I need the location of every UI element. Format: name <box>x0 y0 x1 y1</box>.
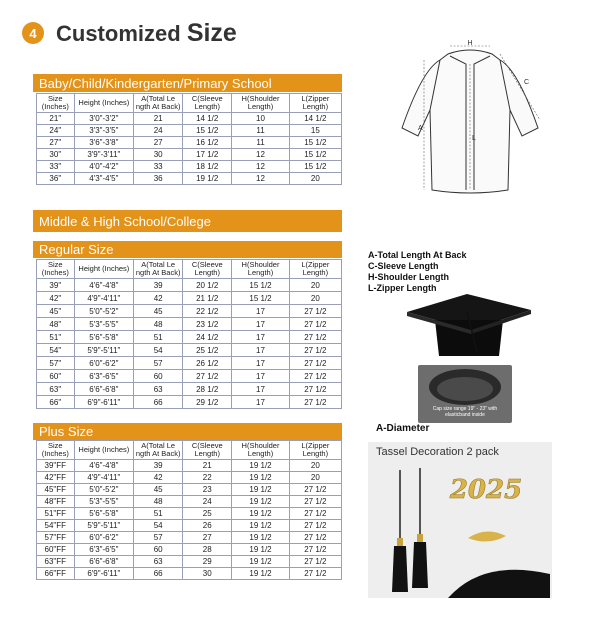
table-cell: 17 <box>232 383 289 396</box>
table-cell: 51 <box>134 508 183 520</box>
table-cell: 19 1/2 <box>232 568 289 580</box>
table-cell: 63"FF <box>37 556 75 568</box>
table-cell: 14 1/2 <box>289 113 341 125</box>
table-cell: 51 <box>134 331 183 344</box>
gown-label-c: C <box>524 79 530 86</box>
table-row <box>37 568 342 580</box>
table-cell: 15 <box>289 125 341 137</box>
table-cell: 12 <box>232 149 289 161</box>
legend-item: L-Zipper Length <box>368 283 437 293</box>
table-cell: 27 1/2 <box>289 357 341 370</box>
table-cell: 29 <box>183 556 232 568</box>
section-plus-bar: Plus Size <box>33 423 342 440</box>
table-row <box>37 344 342 357</box>
table-header-row <box>37 260 342 279</box>
table-cell: 21 1/2 <box>183 292 232 305</box>
column-header: H(Shoulder Length) <box>232 441 289 460</box>
table-cell: 27 1/2 <box>289 568 341 580</box>
table-cell: 28 <box>183 544 232 556</box>
column-header: L(Zipper Length) <box>289 260 341 279</box>
table-cell: 66 <box>134 568 183 580</box>
table-cell: 27 1/2 <box>289 344 341 357</box>
table-cell: 39 <box>134 279 183 292</box>
table-cell: 27 1/2 <box>289 520 341 532</box>
table-cell: 4'9"-4'11" <box>74 292 134 305</box>
table-row <box>37 370 342 383</box>
table-row <box>37 460 342 472</box>
column-header: C(Sleeve Length) <box>183 441 232 460</box>
table-cell: 27 1/2 <box>289 370 341 383</box>
table-cell: 5'0"-5'2" <box>74 484 134 496</box>
section-primary-bar: Baby/Child/Kindergarten/Primary School <box>33 74 342 92</box>
table-cell: 48" <box>37 318 75 331</box>
table-row <box>37 520 342 532</box>
table-cell: 27 <box>134 137 183 149</box>
table-cell: 48"FF <box>37 496 75 508</box>
table-cell: 27 1/2 <box>289 556 341 568</box>
tassel-illustration <box>368 442 552 598</box>
table-cell: 19 1/2 <box>232 520 289 532</box>
table-cell: 63 <box>134 556 183 568</box>
legend-item: H-Shoulder Length <box>368 272 449 282</box>
table-cell: 15 1/2 <box>289 161 341 173</box>
table-cell: 17 <box>232 357 289 370</box>
a-diameter-label: A-Diameter <box>376 423 430 434</box>
table-cell: 24 <box>134 125 183 137</box>
primary-size-table <box>36 93 342 185</box>
table-cell: 5'3"-5'5" <box>74 496 134 508</box>
measurement-legend <box>368 250 467 294</box>
table-cell: 24" <box>37 125 75 137</box>
table-cell: 19 1/2 <box>232 484 289 496</box>
table-cell: 60 <box>134 544 183 556</box>
table-cell: 48 <box>134 318 183 331</box>
table-header-row <box>37 94 342 113</box>
table-row <box>37 472 342 484</box>
table-cell: 20 <box>289 472 341 484</box>
table-cell: 54 <box>134 520 183 532</box>
table-cell: 10 <box>232 113 289 125</box>
table-cell: 24 1/2 <box>183 331 232 344</box>
table-cell: 21 <box>183 460 232 472</box>
table-cell: 4'3"-4'5" <box>74 173 134 185</box>
table-cell: 54"FF <box>37 520 75 532</box>
table-row <box>37 383 342 396</box>
column-header: Size (Inches) <box>37 441 75 460</box>
table-row <box>37 357 342 370</box>
table-cell: 27 1/2 <box>289 544 341 556</box>
table-cell: 25 1/2 <box>183 344 232 357</box>
column-header: L(Zipper Length) <box>289 94 341 113</box>
table-row <box>37 149 342 161</box>
table-cell: 6'6"-6'8" <box>74 383 134 396</box>
table-cell: 30 <box>183 568 232 580</box>
table-cell: 27 1/2 <box>289 396 341 409</box>
column-header: C(Sleeve Length) <box>183 94 232 113</box>
table-cell: 17 <box>232 331 289 344</box>
table-cell: 19 1/2 <box>232 496 289 508</box>
table-cell: 25 <box>183 508 232 520</box>
table-cell: 27 1/2 <box>289 383 341 396</box>
column-header: Height (Inches) <box>74 260 134 279</box>
column-header: Height (Inches) <box>74 94 134 113</box>
table-cell: 48 <box>134 496 183 508</box>
table-cell: 17 <box>232 318 289 331</box>
table-cell: 6'0"-6'2" <box>74 357 134 370</box>
table-row <box>37 137 342 149</box>
table-cell: 45 <box>134 305 183 318</box>
table-cell: 54" <box>37 344 75 357</box>
table-cell: 26 <box>183 520 232 532</box>
table-row <box>37 331 342 344</box>
table-cell: 6'9"-6'11" <box>74 396 134 409</box>
table-cell: 23 <box>183 484 232 496</box>
table-cell: 6'3"-6'5" <box>74 544 134 556</box>
table-cell: 24 <box>183 496 232 508</box>
column-header: Height (Inches) <box>74 441 134 460</box>
column-header: A(Total Le ngth At Back) <box>134 260 183 279</box>
table-cell: 45"FF <box>37 484 75 496</box>
table-row <box>37 556 342 568</box>
table-cell: 15 1/2 <box>289 137 341 149</box>
table-cell: 6'9"-6'11" <box>74 568 134 580</box>
table-cell: 3'6"-3'8" <box>74 137 134 149</box>
table-header-row <box>37 441 342 460</box>
table-cell: 22 1/2 <box>183 305 232 318</box>
table-cell: 66" <box>37 396 75 409</box>
table-cell: 12 <box>232 173 289 185</box>
regular-size-table <box>36 259 342 409</box>
table-cell: 60" <box>37 370 75 383</box>
plus-size-table <box>36 440 342 580</box>
table-row <box>37 161 342 173</box>
table-cell: 3'3"-3'5" <box>74 125 134 137</box>
table-cell: 5'9"-5'11" <box>74 520 134 532</box>
table-cell: 3'0"-3'2" <box>74 113 134 125</box>
table-cell: 19 1/2 <box>232 532 289 544</box>
column-header: H(Shoulder Length) <box>232 260 289 279</box>
table-cell: 19 1/2 <box>232 508 289 520</box>
table-row <box>37 396 342 409</box>
table-row <box>37 496 342 508</box>
table-cell: 12 <box>232 161 289 173</box>
table-cell: 27 1/2 <box>289 508 341 520</box>
table-cell: 66 <box>134 396 183 409</box>
table-cell: 5'9"-5'11" <box>74 344 134 357</box>
table-row <box>37 173 342 185</box>
table-cell: 16 1/2 <box>183 137 232 149</box>
table-cell: 63" <box>37 383 75 396</box>
table-cell: 45 <box>134 484 183 496</box>
table-cell: 3'9"-3'11" <box>74 149 134 161</box>
table-cell: 15 1/2 <box>232 279 289 292</box>
page-header <box>22 16 237 50</box>
table-cell: 39" <box>37 279 75 292</box>
gown-diagram <box>388 40 553 200</box>
table-cell: 15 1/2 <box>232 292 289 305</box>
table-cell: 54 <box>134 344 183 357</box>
table-cell: 20 <box>289 279 341 292</box>
page-title <box>56 19 237 48</box>
table-cell: 20 1/2 <box>183 279 232 292</box>
table-row <box>37 279 342 292</box>
table-cell: 19 1/2 <box>232 472 289 484</box>
table-cell: 17 <box>232 370 289 383</box>
table-cell: 42" <box>37 292 75 305</box>
legend-item: A-Total Length At Back <box>368 250 467 260</box>
gown-label-l: L <box>472 135 476 142</box>
table-cell: 17 1/2 <box>183 149 232 161</box>
table-cell: 57"FF <box>37 532 75 544</box>
tassel-year-charm: 2025 <box>449 475 523 505</box>
column-header: Size (Inches) <box>37 94 75 113</box>
column-header: A(Total Le ngth At Back) <box>134 441 183 460</box>
table-cell: 21" <box>37 113 75 125</box>
table-cell: 33 <box>134 161 183 173</box>
title-main: Customized <box>56 20 181 46</box>
table-cell: 15 1/2 <box>183 125 232 137</box>
table-cell: 19 1/2 <box>232 556 289 568</box>
table-cell: 19 1/2 <box>183 173 232 185</box>
column-header: Size (Inches) <box>37 260 75 279</box>
table-cell: 57 <box>134 357 183 370</box>
table-cell: 28 1/2 <box>183 383 232 396</box>
table-cell: 19 1/2 <box>232 544 289 556</box>
table-cell: 4'9"-4'11" <box>74 472 134 484</box>
table-cell: 27" <box>37 137 75 149</box>
table-cell: 63 <box>134 383 183 396</box>
table-cell: 36" <box>37 173 75 185</box>
table-cell: 60 <box>134 370 183 383</box>
title-size: Size <box>186 18 237 47</box>
step-number-badge: 4 <box>22 22 44 44</box>
gown-label-a: A <box>418 125 423 132</box>
table-cell: 5'6"-5'8" <box>74 331 134 344</box>
tassel-decoration-panel <box>368 442 552 598</box>
table-cell: 30 <box>134 149 183 161</box>
table-row <box>37 318 342 331</box>
table-cell: 27 1/2 <box>289 532 341 544</box>
table-cell: 33" <box>37 161 75 173</box>
legend-item: C-Sleeve Length <box>368 261 439 271</box>
table-cell: 6'6"-6'8" <box>74 556 134 568</box>
section-regular-bar: Regular Size <box>33 241 342 258</box>
table-cell: 4'6"-4'8" <box>74 279 134 292</box>
table-cell: 17 <box>232 344 289 357</box>
table-cell: 22 <box>183 472 232 484</box>
table-cell: 39"FF <box>37 460 75 472</box>
table-cell: 20 <box>289 460 341 472</box>
table-cell: 29 1/2 <box>183 396 232 409</box>
table-cell: 27 1/2 <box>289 496 341 508</box>
table-cell: 11 <box>232 137 289 149</box>
table-cell: 36 <box>134 173 183 185</box>
gown-label-h: H <box>467 40 473 47</box>
table-cell: 60"FF <box>37 544 75 556</box>
table-cell: 27 1/2 <box>289 318 341 331</box>
table-cell: 5'0"-5'2" <box>74 305 134 318</box>
table-cell: 42 <box>134 292 183 305</box>
section-middle-bar: Middle & High School/College <box>33 210 342 232</box>
table-row <box>37 305 342 318</box>
table-cell: 19 1/2 <box>232 460 289 472</box>
table-cell: 51"FF <box>37 508 75 520</box>
table-row <box>37 125 342 137</box>
table-cell: 6'0"-6'2" <box>74 532 134 544</box>
table-row <box>37 292 342 305</box>
table-cell: 15 1/2 <box>289 149 341 161</box>
table-cell: 5'6"-5'8" <box>74 508 134 520</box>
column-header: A(Total Le ngth At Back) <box>134 94 183 113</box>
table-row <box>37 532 342 544</box>
table-cell: 42"FF <box>37 472 75 484</box>
table-cell: 27 1/2 <box>183 370 232 383</box>
table-cell: 57" <box>37 357 75 370</box>
column-header: C(Sleeve Length) <box>183 260 232 279</box>
table-cell: 17 <box>232 305 289 318</box>
tassel-title: Tassel Decoration 2 pack <box>376 446 499 458</box>
table-cell: 27 <box>183 532 232 544</box>
table-cell: 17 <box>232 396 289 409</box>
table-cell: 4'0"-4'2" <box>74 161 134 173</box>
table-cell: 27 1/2 <box>289 331 341 344</box>
table-cell: 14 1/2 <box>183 113 232 125</box>
table-cell: 20 <box>289 173 341 185</box>
table-row <box>37 484 342 496</box>
table-cell: 20 <box>289 292 341 305</box>
table-row <box>37 508 342 520</box>
table-cell: 30" <box>37 149 75 161</box>
table-cell: 57 <box>134 532 183 544</box>
cap-size-note: Cap size range 19" - 23" with elasticband inside <box>432 406 498 418</box>
table-cell: 26 1/2 <box>183 357 232 370</box>
table-cell: 21 <box>134 113 183 125</box>
table-cell: 23 1/2 <box>183 318 232 331</box>
column-header: L(Zipper Length) <box>289 441 341 460</box>
table-cell: 18 1/2 <box>183 161 232 173</box>
table-cell: 11 <box>232 125 289 137</box>
table-cell: 66"FF <box>37 568 75 580</box>
table-cell: 39 <box>134 460 183 472</box>
column-header: H(Shoulder Length) <box>232 94 289 113</box>
table-cell: 6'3"-6'5" <box>74 370 134 383</box>
table-row <box>37 113 342 125</box>
table-cell: 27 1/2 <box>289 484 341 496</box>
table-row <box>37 544 342 556</box>
table-cell: 4'6"-4'8" <box>74 460 134 472</box>
table-cell: 5'3"-5'5" <box>74 318 134 331</box>
table-cell: 27 1/2 <box>289 305 341 318</box>
table-cell: 51" <box>37 331 75 344</box>
table-cell: 45" <box>37 305 75 318</box>
table-cell: 42 <box>134 472 183 484</box>
